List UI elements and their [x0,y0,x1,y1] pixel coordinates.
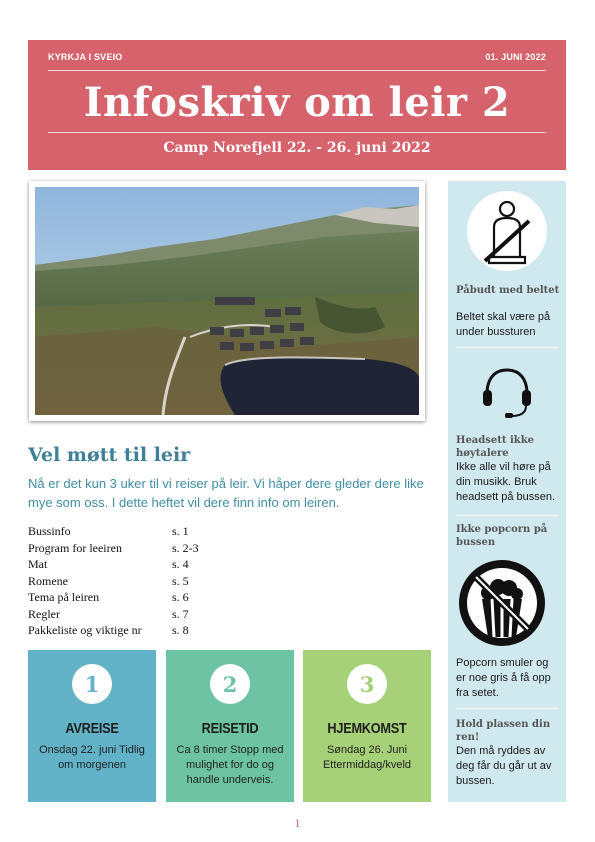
toc-row [28,606,288,623]
return-card [303,650,431,802]
clean-text: Den må ryddes av deg får du går ut av bussen. [456,745,552,787]
toc-title: Pakkeliste og viktige nr [28,623,142,637]
toc-page: s. 7 [172,606,189,621]
header-org: KYRKJA I SVEIO [48,52,123,62]
header-date: 01. JUNI 2022 [485,52,546,62]
card-text: Søndag 26. Juni Ettermiddag/kveld [322,744,412,771]
toc-page: s. 1 [172,524,189,538]
toc-title: Program for leeiren [28,540,122,555]
popcorn-text: Popcorn smuler og er noe gris å få opp fra setet. [456,657,551,699]
step-number-badge: 1 [72,664,112,704]
toc-title: Regler [28,606,60,621]
toc-title: Romene [28,573,68,588]
headset-text: Ikke alle vil høre på din musikk. Bruk headsett på bussen. [456,461,556,503]
welcome-heading: Vel møtt til leir [28,444,191,466]
toc-page: s. 8 [172,623,189,637]
toc-page: s. 2-3 [172,540,199,555]
headset-heading: Headsett ikke høytalere [456,435,535,459]
popcorn-heading: Ikke popcorn på bussen [456,524,548,548]
sidebar-divider [456,708,558,709]
page-subtitle: Camp Norefjell 22. - 26. juni 2022 [163,140,431,156]
travel-time-card [166,650,294,802]
step-number-badge: 3 [347,664,387,704]
page-title: Infoskriv om leir 2 [83,79,511,126]
card-title: AVREISE [65,720,119,737]
bus-rules-sidebar [448,181,566,802]
seatbelt-text: Beltet skal være på under bussturen [456,311,551,338]
header-banner [28,40,566,170]
toc-row [28,523,288,540]
table-of-contents [28,523,288,639]
toc-title: Bussinfo [28,524,71,538]
camp-photo [29,181,425,421]
departure-card [28,650,156,802]
toc-page: s. 4 [172,557,189,571]
toc-row [28,573,288,590]
toc-title: Mat [28,557,48,571]
toc-row [28,540,288,557]
toc-page: s. 6 [172,590,189,604]
header-meta [48,52,546,62]
card-title: REISETID [201,720,259,737]
no-popcorn-icon [456,557,548,649]
toc-row [28,556,288,573]
sidebar-divider [456,515,558,516]
card-text: Onsdag 22. juni Tidlig om morgenen [39,744,145,771]
welcome-text: Nå er det kun 3 uker til vi reiser på leir. Vi håper dere gleder dere like mye som oss. I dette heftet vil dere finn info om leiren. [28,476,424,510]
toc-row [28,589,288,606]
step-number-badge: 2 [210,664,250,704]
seatbelt-heading: Påbudt med beltet [456,285,560,296]
sidebar-divider [456,347,558,348]
headset-icon [467,350,547,430]
toc-page: s. 5 [172,573,189,588]
header-divider-bottom [48,132,546,133]
seatbelt-icon [467,191,547,271]
clean-heading: Hold plassen din ren! [456,719,551,743]
toc-title: Tema på leiren [28,590,100,604]
card-title: HJEMKOMST [327,720,407,737]
camp-aerial-image [35,187,419,415]
card-text: Ca 8 timer Stopp med mulighet for do og handle underveis. [176,744,284,786]
toc-row [28,622,288,639]
page-number: 1 [294,816,301,830]
header-divider-top [48,70,546,71]
